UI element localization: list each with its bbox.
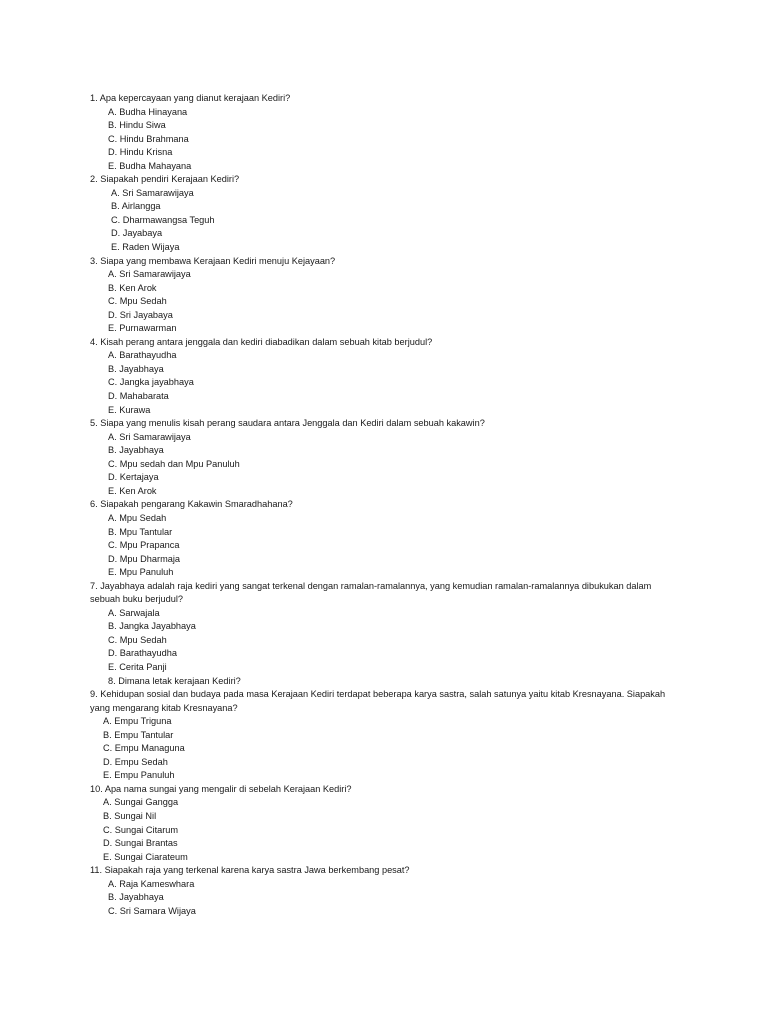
option-7a: A. Sarwajala [108,607,160,618]
quiz-content [90,92,690,918]
option-4e: E. Kurawa [108,404,151,415]
option-10c: C. Sungai Citarum [103,824,179,835]
option-3d: D. Sri Jayabaya [108,309,173,320]
question-11: 11. Siapakah raja yang terkenal karena karya sastra Jawa berkembang pesat? [90,865,410,876]
question-1: 1. Apa kepercayaan yang dianut kerajaan Kediri? [90,93,291,103]
option-3b: B. Ken Arok [108,282,157,293]
option-10e: E. Sungai Ciarateum [103,851,188,862]
option-7e: E. Cerita Panji [108,661,167,672]
option-6d: D. Mpu Dharmaja [108,553,180,564]
option-2b: B. Airlangga [111,201,161,212]
option-5b: B. Jayabhaya [108,445,164,456]
option-1b: B. Hindu Siwa [108,120,166,131]
option-2d: D. Jayabaya [111,228,163,239]
option-6c: C. Mpu Prapanca [108,540,180,551]
option-1e: E. Budha Mahayana [108,160,192,171]
option-1a: A. Budha Hinayana [108,106,188,117]
option-11b: B. Jayabhaya [108,892,164,903]
question-6: 6. Siapakah pengarang Kakawin Smaradhahana? [90,499,293,510]
option-3c: C. Mpu Sedah [108,296,167,307]
question-3: 3. Siapa yang membawa Kerajaan Kediri menuju Kejayaan? [90,255,336,266]
question-7: 7. Jayabhaya adalah raja kediri yang sangat terkenal dengan ramalan-ramalannya, yang kemudian ramalan-ramalannya dibukukan dalam sebuah buku berjudul? [90,580,652,605]
option-10b: B. Sungai Nil [103,810,157,821]
option-10a: A. Sungai Gangga [103,797,179,808]
option-10d: D. Sungai Brantas [103,838,178,849]
option-7b: B. Jangka Jayabhaya [108,621,196,632]
option-7d: D. Barathayudha [108,648,177,659]
option-4c: C. Jangka jayabhaya [108,377,194,388]
option-4b: B. Jayabhaya [108,363,164,374]
option-1c: C. Hindu Brahmana [108,133,189,144]
question-4: 4. Kisah perang antara jenggala dan kediri diabadikan dalam sebuah kitab berjudul? [90,336,433,347]
option-7c: C. Mpu Sedah [108,634,167,645]
option-2a: A. Sri Samarawijaya [111,187,194,198]
option-4a: A. Barathayudha [108,350,177,361]
question-8: 8. Dimana letak kerajaan Kediri? [108,675,241,686]
option-1d: D. Hindu Krisna [108,147,173,158]
question-10: 10. Apa nama sungai yang mengalir di sebelah Kerajaan Kediri? [90,783,352,794]
option-3e: E. Purnawarman [108,323,177,334]
option-9a: A. Empu Triguna [103,716,172,727]
option-11a: A. Raja Kameswhara [108,878,195,889]
option-11c: C. Sri Samara Wijaya [108,905,196,916]
option-9e: E. Empu Panuluh [103,770,175,781]
option-9b: B. Empu Tantular [103,729,174,740]
option-3a: A. Sri Samarawijaya [108,269,191,280]
option-2e: E. Raden Wijaya [111,242,180,253]
option-2c: C. Dharmawangsa Teguh [111,214,215,225]
option-4d: D. Mahabarata [108,391,169,402]
option-5c: C. Mpu sedah dan Mpu Panuluh [108,458,240,469]
question-9: 9. Kehidupan sosial dan budaya pada masa Kerajaan Kediri terdapat beberapa karya sastra, salah satunya yaitu kitab Kresnayana. Siapakah yang mengarang kitab Kresnayana? [90,689,666,713]
option-6b: B. Mpu Tantular [108,526,173,537]
option-9d: D. Empu Sedah [103,756,168,767]
question-5: 5. Siapa yang menulis kisah perang saudara antara Jenggala dan Kediri dalam sebuah kakawin? [90,418,485,429]
option-6a: A. Mpu Sedah [108,512,167,523]
question-2: 2. Siapakah pendiri Kerajaan Kediri? [90,174,240,185]
option-5e: E. Ken Arok [108,485,157,496]
option-6e: E. Mpu Panuluh [108,567,174,578]
option-5a: A. Sri Samarawijaya [108,431,191,442]
option-5d: D. Kertajaya [108,472,159,483]
option-9c: C. Empu Managuna [103,743,185,754]
